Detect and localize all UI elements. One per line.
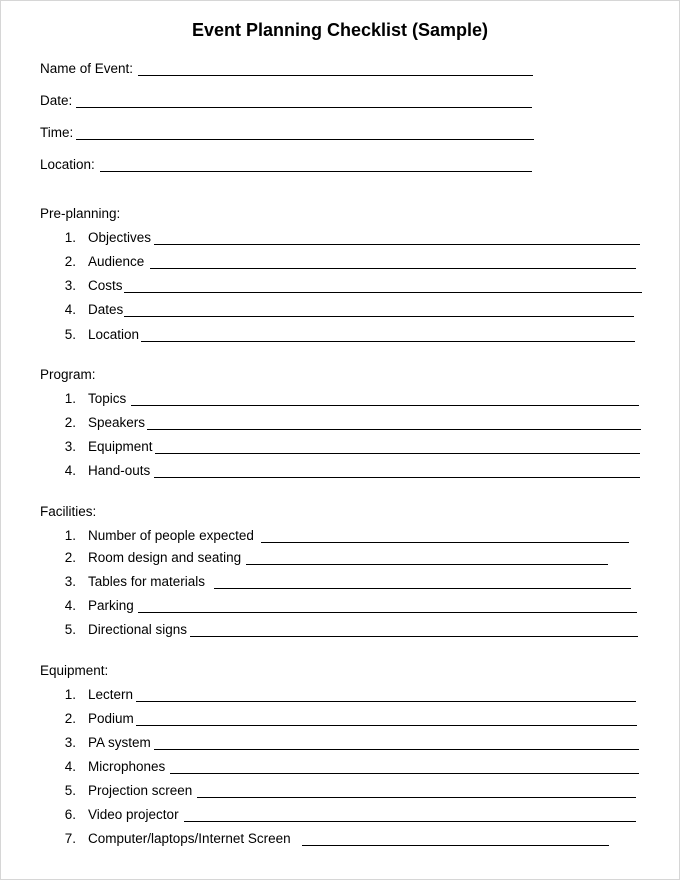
fill-in-line[interactable] bbox=[302, 845, 609, 846]
item-label: Parking bbox=[88, 598, 134, 613]
item-label: Lectern bbox=[88, 687, 134, 702]
section-heading-facilities: Facilities: bbox=[40, 504, 97, 519]
fill-in-line[interactable] bbox=[261, 542, 629, 543]
item-number: 4. bbox=[64, 598, 76, 613]
item-label: Speakers bbox=[88, 415, 146, 430]
section-heading-pre-planning: Pre-planning: bbox=[40, 206, 121, 221]
fill-in-line[interactable] bbox=[100, 171, 532, 172]
fill-in-line[interactable] bbox=[136, 701, 636, 702]
item-number: 2. bbox=[64, 415, 76, 430]
item-number: 2. bbox=[64, 254, 76, 269]
item-number: 4. bbox=[64, 463, 76, 478]
fill-in-line[interactable] bbox=[214, 588, 631, 589]
list-item bbox=[62, 734, 642, 752]
fill-in-line[interactable] bbox=[124, 316, 634, 317]
field-label: Time: bbox=[40, 125, 74, 140]
field-label: Name of Event: bbox=[40, 61, 134, 76]
list-item bbox=[62, 438, 642, 456]
list-item bbox=[62, 806, 642, 824]
item-number: 4. bbox=[64, 302, 76, 317]
fill-in-line[interactable] bbox=[154, 477, 640, 478]
item-label: Topics bbox=[88, 391, 127, 406]
item-number: 3. bbox=[64, 735, 76, 750]
item-label: Objectives bbox=[88, 230, 152, 245]
list-item bbox=[62, 573, 642, 591]
item-label: Costs bbox=[88, 278, 123, 293]
item-label: Directional signs bbox=[88, 622, 188, 637]
list-item bbox=[62, 710, 642, 728]
fill-in-line[interactable] bbox=[246, 564, 608, 565]
list-item bbox=[62, 621, 642, 639]
fill-in-line[interactable] bbox=[131, 405, 639, 406]
item-label: Number of people expected bbox=[88, 528, 254, 543]
list-item bbox=[62, 414, 642, 432]
field-label: Date: bbox=[40, 93, 73, 108]
item-number: 3. bbox=[64, 439, 76, 454]
fill-in-line[interactable] bbox=[154, 244, 640, 245]
field-time bbox=[40, 124, 540, 142]
fill-in-line[interactable] bbox=[147, 429, 641, 430]
field-name-of-event bbox=[40, 60, 540, 78]
fill-in-line[interactable] bbox=[138, 75, 533, 76]
fill-in-line[interactable] bbox=[150, 268, 636, 269]
page-title: Event Planning Checklist (Sample) bbox=[191, 20, 489, 40]
item-label: Hand-outs bbox=[88, 463, 151, 478]
list-item bbox=[62, 686, 642, 704]
fill-in-line[interactable] bbox=[138, 612, 637, 613]
list-item bbox=[62, 830, 642, 848]
list-item bbox=[62, 301, 642, 319]
fill-in-line[interactable] bbox=[155, 453, 640, 454]
list-item bbox=[62, 277, 644, 295]
item-number: 6. bbox=[64, 807, 76, 822]
item-number: 1. bbox=[64, 391, 76, 406]
item-label: Tables for materials bbox=[88, 574, 206, 589]
item-number: 5. bbox=[64, 783, 76, 798]
item-number: 4. bbox=[64, 759, 76, 774]
list-item bbox=[62, 597, 642, 615]
list-item bbox=[62, 229, 642, 247]
fill-in-line[interactable] bbox=[190, 636, 638, 637]
item-label: Audience bbox=[88, 254, 145, 269]
fill-in-line[interactable] bbox=[184, 821, 636, 822]
list-item bbox=[62, 462, 642, 480]
item-label: Projection screen bbox=[88, 783, 193, 798]
list-item bbox=[62, 390, 642, 408]
item-label: Equipment bbox=[88, 439, 153, 454]
fill-in-line[interactable] bbox=[124, 292, 642, 293]
item-label: Video projector bbox=[88, 807, 179, 822]
item-number: 3. bbox=[64, 574, 76, 589]
fill-in-line[interactable] bbox=[154, 749, 639, 750]
item-label: Computer/laptops/Internet Screen bbox=[88, 831, 291, 846]
item-number: 5. bbox=[64, 327, 76, 342]
item-label: Podium bbox=[88, 711, 134, 726]
item-label: Microphones bbox=[88, 759, 166, 774]
fill-in-line[interactable] bbox=[170, 773, 639, 774]
list-item bbox=[62, 549, 642, 567]
item-number: 7. bbox=[64, 831, 76, 846]
list-item bbox=[62, 253, 642, 271]
list-item bbox=[62, 326, 642, 344]
fill-in-line[interactable] bbox=[76, 139, 534, 140]
item-number: 1. bbox=[64, 528, 76, 543]
section-heading-program: Program: bbox=[40, 367, 96, 382]
section-heading-equipment: Equipment: bbox=[40, 663, 109, 678]
item-number: 1. bbox=[64, 230, 76, 245]
item-label: Room design and seating bbox=[88, 550, 242, 565]
item-number: 1. bbox=[64, 687, 76, 702]
field-date bbox=[40, 92, 540, 110]
list-item bbox=[62, 782, 642, 800]
field-location bbox=[40, 156, 540, 174]
item-number: 5. bbox=[64, 622, 76, 637]
field-label: Location: bbox=[40, 157, 95, 172]
item-label: Location bbox=[88, 327, 140, 342]
item-label: PA system bbox=[88, 735, 151, 750]
fill-in-line[interactable] bbox=[141, 341, 635, 342]
fill-in-line[interactable] bbox=[197, 797, 636, 798]
list-item bbox=[62, 758, 642, 776]
item-number: 2. bbox=[64, 550, 76, 565]
fill-in-line[interactable] bbox=[76, 107, 532, 108]
fill-in-line[interactable] bbox=[136, 725, 637, 726]
item-number: 3. bbox=[64, 278, 76, 293]
item-label: Dates bbox=[88, 302, 124, 317]
item-number: 2. bbox=[64, 711, 76, 726]
list-item bbox=[62, 527, 642, 545]
